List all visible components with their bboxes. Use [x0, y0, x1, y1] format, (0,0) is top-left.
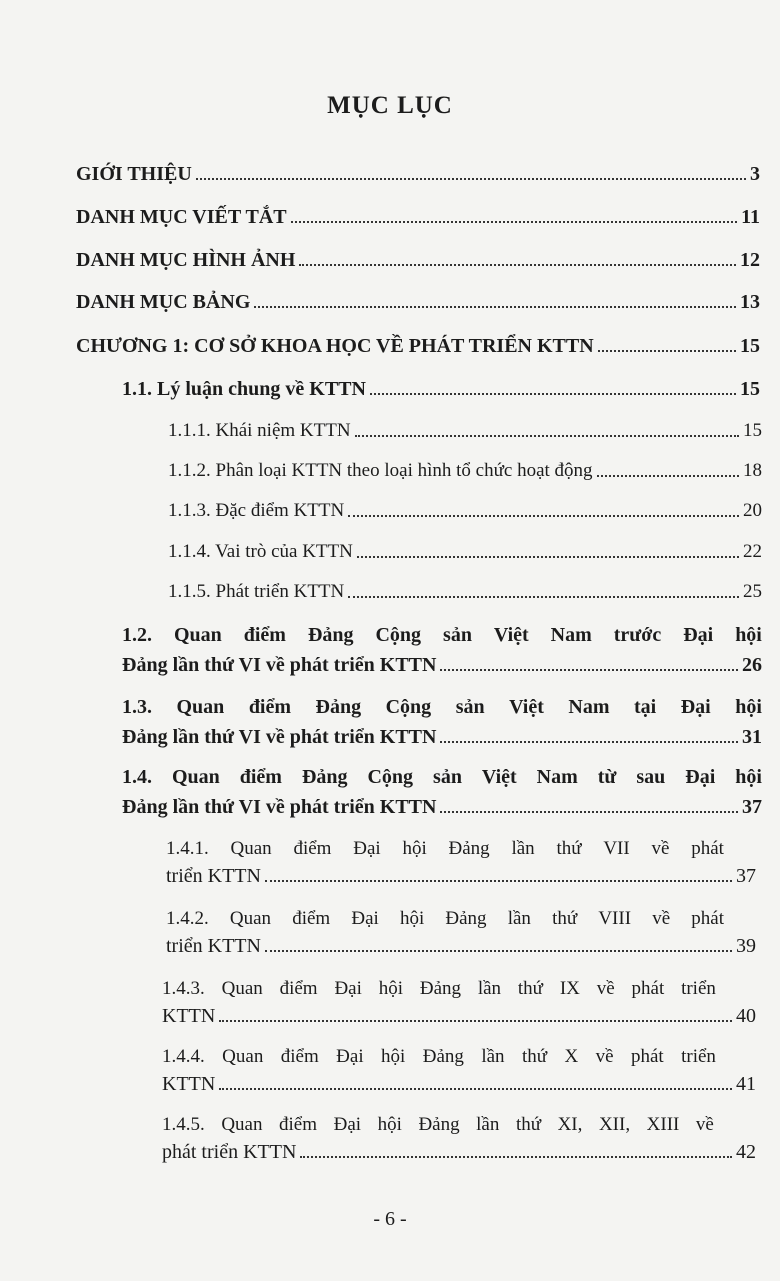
- toc-entry-word: điểm: [292, 908, 331, 929]
- toc-entry-label: Đảng lần thứ VI về phát triển KTTN: [122, 726, 437, 748]
- toc-entry-1-4[interactable]: [0, 766, 780, 819]
- toc-entry-word: IX: [559, 978, 580, 999]
- toc-entry-word: 1.3.: [122, 696, 152, 718]
- toc-entry-word: Đại: [351, 908, 379, 929]
- leader-dots: [440, 811, 738, 813]
- toc-entry-word: Quan: [229, 908, 272, 929]
- toc-entry-label: 1.1.5. Phát triển KTTN: [168, 581, 345, 602]
- toc-entry-word: hội: [399, 908, 425, 929]
- toc-entry-page: 20: [743, 500, 762, 521]
- leader-dots: [348, 596, 739, 598]
- leader-dots: [357, 556, 739, 558]
- toc-entry-page: 26: [742, 654, 762, 676]
- toc-entry-word: Nam: [550, 624, 592, 646]
- toc-entry-word: X: [564, 1046, 579, 1067]
- toc-entry-label: 1.1. Lý luận chung về KTTN: [122, 378, 366, 400]
- toc-entry-word: Cộng: [385, 696, 432, 718]
- toc-entry-word: phát: [630, 1046, 664, 1067]
- toc-entry-page: 40: [736, 1005, 756, 1027]
- toc-entry-label-line1: [162, 978, 756, 1000]
- toc-entry-word: Việt: [481, 766, 517, 788]
- toc-entry-word: Đảng: [448, 838, 490, 859]
- toc-entry-1-1[interactable]: [0, 377, 780, 401]
- toc-entry-word: 1.4.4.: [162, 1046, 205, 1067]
- toc-entry-page: 18: [743, 460, 762, 481]
- toc-entry-word: về: [651, 838, 670, 859]
- toc-entry-word: VII: [603, 838, 630, 859]
- leader-dots: [440, 669, 738, 671]
- toc-entry-word: Đảng: [315, 696, 362, 718]
- toc-entry-1-1-1[interactable]: [0, 419, 780, 443]
- toc-entry-word: trước: [613, 624, 662, 646]
- toc-entry-page: 37: [736, 865, 756, 887]
- leader-dots: [355, 435, 739, 437]
- toc-entry-word: Quan: [221, 1114, 263, 1135]
- toc-entry-label-line1: [122, 766, 762, 789]
- toc-entry-word: Cộng: [375, 624, 422, 646]
- toc-entry-1-2[interactable]: [0, 624, 780, 677]
- toc-entry-page: 13: [740, 291, 760, 313]
- toc-entry-word: Đại: [680, 696, 711, 718]
- toc-entry-chuong-1[interactable]: [0, 334, 780, 358]
- toc-entry-word: triển: [681, 1046, 716, 1067]
- page-number: - 6 -: [373, 1208, 407, 1230]
- toc-entry-word: Quan: [222, 1046, 264, 1067]
- toc-entry-word: hội: [378, 978, 403, 999]
- toc-entry-label: DANH MỤC VIẾT TẮT: [76, 206, 287, 228]
- toc-entry-word: thứ: [517, 978, 543, 999]
- toc-entry-page: 11: [741, 206, 760, 228]
- toc-entry-word: XIII: [646, 1114, 680, 1135]
- toc-entry-word: 1.4.1.: [166, 838, 209, 859]
- toc-entry-label: triển KTTN: [166, 865, 261, 887]
- toc-entry-word: điểm: [243, 624, 286, 646]
- leader-dots: [196, 178, 746, 180]
- leader-dots: [219, 1088, 732, 1090]
- toc-entry-word: về: [595, 1046, 614, 1067]
- toc-entry-word: Việt: [509, 696, 544, 718]
- leader-dots: [299, 264, 736, 266]
- toc-entry-word: Đảng: [422, 1046, 464, 1067]
- toc-entry-word: Đảng: [445, 908, 487, 929]
- toc-entry-word: 1.4.: [122, 766, 152, 788]
- leader-dots: [265, 880, 732, 882]
- toc-entry-label: 1.1.2. Phân loại KTTN theo loại hình tổ chức hoạt động: [168, 460, 593, 481]
- toc-entry-word: Quan: [230, 838, 272, 859]
- toc-entry-word: Quan: [221, 978, 263, 999]
- toc-entry-label: DANH MỤC BẢNG: [76, 291, 251, 313]
- toc-entry-word: Cộng: [367, 766, 414, 788]
- toc-entry-label: triển KTTN: [166, 935, 261, 957]
- leader-dots: [597, 475, 739, 477]
- toc-entry-page: 39: [736, 935, 756, 957]
- leader-dots: [440, 741, 738, 743]
- leader-dots: [370, 393, 736, 395]
- toc-entry-word: sản: [433, 766, 462, 788]
- toc-entry-page: 15: [740, 335, 760, 357]
- toc-entry-word: sản: [443, 624, 472, 646]
- toc-entry-word: Đại: [336, 1046, 364, 1067]
- page-title: MỤC LỤC: [327, 92, 453, 119]
- toc-entry-word: 1.4.2.: [166, 908, 209, 929]
- leader-dots: [598, 350, 736, 352]
- toc-entry-word: Đại: [333, 1114, 362, 1135]
- toc-entry-word: phát: [631, 978, 665, 999]
- leader-dots: [254, 306, 736, 308]
- toc-entry-word: Đảng: [301, 766, 348, 788]
- toc-entry-word: hội: [735, 696, 762, 718]
- toc-entry-page: 15: [740, 378, 760, 400]
- toc-entry-label: phát triển KTTN: [162, 1141, 297, 1163]
- toc-entry-word: lần: [511, 838, 535, 859]
- toc-entry-label-line1: [162, 1114, 756, 1136]
- toc-entry-word: triển: [681, 978, 716, 999]
- toc-entry-gioi-thieu[interactable]: [0, 162, 780, 186]
- toc-entry-word: 1.4.3.: [162, 978, 205, 999]
- toc-entry-word: VIII: [598, 908, 632, 929]
- toc-entry-page: 12: [740, 249, 760, 271]
- toc-entry-label-line1: [162, 1046, 756, 1068]
- toc-entry-danh-muc-hinh-anh[interactable]: [0, 248, 780, 272]
- toc-entry-word: điểm: [279, 1114, 318, 1135]
- toc-entry-word: hội: [735, 766, 762, 788]
- toc-entry-word: Đảng: [419, 978, 461, 999]
- toc-entry-word: XII,: [598, 1114, 631, 1135]
- toc-entry-word: sản: [455, 696, 485, 718]
- toc-entry-word: Việt: [493, 624, 529, 646]
- toc-entry-label-line1: [166, 838, 756, 860]
- toc-entry-danh-muc-bang[interactable]: [0, 290, 780, 314]
- toc-entry-page: 42: [736, 1141, 756, 1163]
- leader-dots: [219, 1020, 732, 1022]
- toc-entry-word: 1.4.5.: [162, 1114, 205, 1135]
- toc-entry-label: Đảng lần thứ VI về phát triển KTTN: [122, 796, 437, 818]
- toc-entry-word: điểm: [280, 1046, 319, 1067]
- toc-entry-word: Nam: [568, 696, 610, 718]
- toc-entry-word: điểm: [248, 696, 292, 718]
- toc-entry-word: Quan: [176, 696, 225, 718]
- toc-entry-page: 37: [742, 796, 762, 818]
- toc-entry-1-1-4[interactable]: [0, 540, 780, 564]
- toc-entry-word: lần: [507, 908, 531, 929]
- toc-entry-word: phát: [691, 908, 724, 929]
- toc-entry-1-4-4[interactable]: [0, 1046, 780, 1096]
- toc-entry-word: lần: [476, 1114, 500, 1135]
- toc-entry-word: điểm: [293, 838, 332, 859]
- toc-entry-1-3[interactable]: [0, 696, 780, 749]
- toc-entry-word: điểm: [239, 766, 282, 788]
- toc-entry-word: Quan: [171, 766, 220, 788]
- toc-entry-word: tại: [634, 696, 657, 718]
- toc-entry-label: Đảng lần thứ VI về phát triển KTTN: [122, 654, 437, 676]
- toc-entry-label: KTTN: [162, 1073, 216, 1095]
- toc-entry-page: 15: [743, 420, 762, 441]
- leader-dots: [265, 950, 732, 952]
- toc-entry-page: 22: [743, 541, 762, 562]
- toc-entry-word: sau: [636, 766, 666, 788]
- toc-entry-word: XI,: [557, 1114, 583, 1135]
- toc-entry-1-1-3[interactable]: [0, 499, 780, 523]
- toc-entry-word: Đại: [334, 978, 362, 999]
- toc-entry-word: Đại: [683, 624, 714, 646]
- toc-entry-word: phát: [691, 838, 724, 859]
- toc-entry-word: Quan: [173, 624, 222, 646]
- toc-entry-label-line1: [122, 624, 762, 647]
- toc-entry-label: DANH MỤC HÌNH ẢNH: [76, 249, 296, 271]
- toc-entry-word: Đảng: [307, 624, 354, 646]
- toc-entry-word: hội: [377, 1114, 402, 1135]
- toc-entry-word: Nam: [536, 766, 578, 788]
- toc-entry-1-4-2[interactable]: [0, 908, 780, 958]
- toc-entry-word: về: [695, 1114, 714, 1135]
- toc-entry-label: 1.1.3. Đặc điểm KTTN: [168, 500, 345, 521]
- toc-entry-label: 1.1.4. Vai trò của KTTN: [168, 541, 353, 562]
- toc-entry-1-4-3[interactable]: [0, 978, 780, 1028]
- toc-entry-word: về: [596, 978, 615, 999]
- toc-entry-word: hội: [381, 1046, 406, 1067]
- toc-entry-page: 3: [750, 163, 760, 185]
- toc-entry-word: Đại: [353, 838, 381, 859]
- toc-entry-word: từ: [597, 766, 617, 788]
- leader-dots: [348, 515, 739, 517]
- toc-entry-word: hội: [735, 624, 762, 646]
- leader-dots: [291, 221, 737, 223]
- toc-entry-word: lần: [477, 978, 502, 999]
- toc-entry-word: thứ: [556, 838, 582, 859]
- toc-entry-label: GIỚI THIỆU: [76, 163, 192, 185]
- toc-entry-word: hội: [402, 838, 427, 859]
- toc-entry-word: lần: [481, 1046, 505, 1067]
- toc-entry-label: CHƯƠNG 1: CƠ SỞ KHOA HỌC VỀ PHÁT TRIỂN KTTN: [76, 335, 594, 357]
- toc-entry-page: 31: [742, 726, 762, 748]
- toc-entry-word: thứ: [521, 1046, 548, 1067]
- toc-entry-danh-muc-viet-tat[interactable]: [0, 205, 780, 229]
- toc-entry-label: 1.1.1. Khái niệm KTTN: [168, 420, 351, 441]
- toc-entry-label-line1: [166, 908, 756, 930]
- leader-dots: [300, 1156, 732, 1158]
- toc-entry-word: thứ: [552, 908, 578, 929]
- toc-entry-word: Đại: [685, 766, 716, 788]
- toc-entry-word: 1.2.: [122, 624, 152, 646]
- toc-entry-word: Đảng: [418, 1114, 460, 1135]
- toc-entry-1-1-5[interactable]: [0, 580, 780, 604]
- toc-entry-label-line1: [122, 696, 762, 719]
- toc-entry-page: 25: [743, 581, 762, 602]
- toc-entry-1-1-2[interactable]: [0, 459, 780, 483]
- toc-entry-1-4-1[interactable]: [0, 838, 780, 888]
- toc-entry-word: về: [652, 908, 671, 929]
- toc-entry-word: điểm: [279, 978, 318, 999]
- toc-entry-1-4-5[interactable]: [0, 1114, 780, 1164]
- toc-entry-word: thứ: [515, 1114, 542, 1135]
- toc-entry-page: 41: [736, 1073, 756, 1095]
- toc-entry-label: KTTN: [162, 1005, 216, 1027]
